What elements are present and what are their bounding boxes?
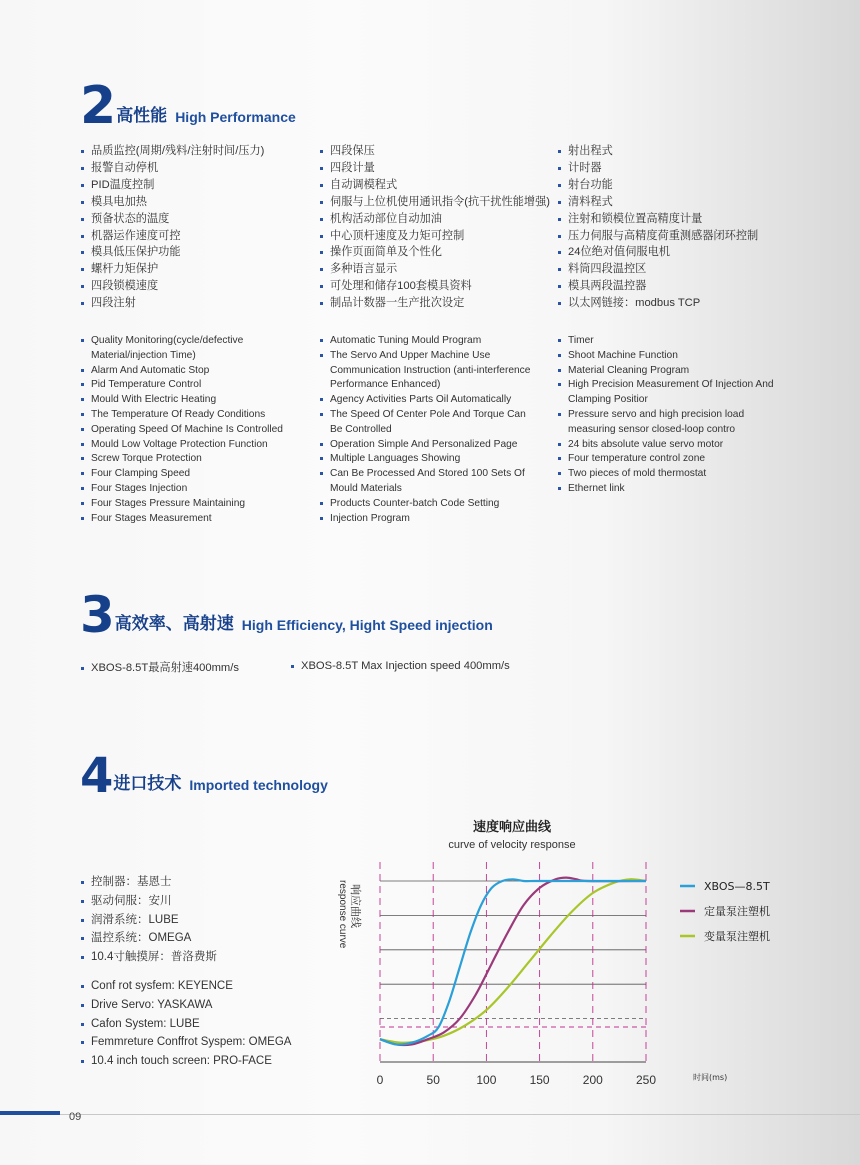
list-item: 多种语言显示 [319,261,559,278]
list-item: 24 bits absolute value servo motor [557,438,783,453]
chart-title: 速度响应曲线 [472,819,552,834]
list-item: High Precision Measurement Of Injection And Clamping Positior [557,378,783,408]
component-list-en [80,977,291,1071]
list-item: 模具电加热 [80,194,310,211]
list-item: Four temperature control zone [557,452,783,467]
page-number: 09 [69,1111,82,1123]
speed-list-cn [80,660,239,677]
section-title-en: Imported technology [189,777,328,793]
x-tick-label: 250 [635,1073,657,1087]
section-title-en: High Efficiency, Hight Speed injection [241,617,493,633]
list-item: 温控系统：OMEGA [80,929,217,948]
list-item: 螺杆力矩保护 [80,261,310,278]
list-item: Drive Servo: YASKAWA [80,996,291,1015]
section-2-heading [80,76,296,136]
list-item: XBOS-8.5T最高射速400mm/s [80,660,239,677]
section-number: 3 [80,586,113,644]
section-number: 2 [80,76,115,136]
list-item: 注射和锁模位置高精度计量 [557,211,797,228]
list-item: 报警自动停机 [80,160,310,177]
series-line [380,878,646,1045]
feature-list-en-col3 [557,334,783,497]
list-item: 润滑系统：LUBE [80,911,217,930]
list-item: Mould With Electric Heating [80,393,295,408]
y-axis-label-en: response curve [337,880,348,949]
section-3-heading [80,586,493,644]
list-item: The Temperature Of Ready Conditions [80,408,295,423]
list-item: 操作页面简单及个性化 [319,244,559,261]
section-number: 4 [80,748,112,804]
x-axis-ticks [377,1073,657,1087]
list-item: Cafon System: LUBE [80,1015,291,1034]
list-item: Agency Activities Parts Oil Automatically [319,393,541,408]
list-item: 自动调模程式 [319,177,559,194]
list-item: 模具两段温控器 [557,278,797,295]
list-item: 可处理和储存100套模具资料 [319,278,559,295]
list-item: Can Be Processed And Stored 100 Sets Of Mould Materials [319,467,541,497]
chart-subtitle: curve of velocity response [448,839,576,851]
list-item: Screw Torque Protection [80,452,295,467]
list-item: Alarm And Automatic Stop [80,364,295,379]
list-item: Mould Low Voltage Protection Function [80,438,295,453]
list-item: Four Stages Injection [80,482,295,497]
list-item: The Speed Of Center Pole And Torque Can Be Controlled [319,408,541,438]
list-item: Operation Simple And Personalized Page [319,438,541,453]
section-4-heading [80,748,328,804]
list-item: 品质监控(周期/残料/注射时间/压力) [80,143,310,160]
list-item: 机构活动部位自动加油 [319,211,559,228]
list-item: Conf rot sysfem: KEYENCE [80,977,291,996]
x-axis-label: 时间(ms) [693,1073,728,1082]
legend-label: 定量泵注塑机 [704,905,770,918]
list-item: Quality Monitoring(cycle/defective Material/injection Time) [80,334,295,364]
x-tick-label: 100 [476,1073,497,1087]
list-item: Two pieces of mold thermostat [557,467,783,482]
list-item: 24位绝对值伺服电机 [557,244,797,261]
list-item: 驱动伺服：安川 [80,892,217,911]
list-item: 四段锁模速度 [80,278,310,295]
list-item: 压力伺服与高精度荷重测感器闭环控制 [557,228,797,245]
section-title-cn: 高效率、高射速 [114,614,234,633]
list-item: Four Clamping Speed [80,467,295,482]
feature-list-en-col2 [319,334,541,526]
component-list-cn [80,873,217,967]
list-item: The Servo And Upper Machine Use Communication Instruction (anti-interference Performance Enhanced) [319,349,541,393]
list-item: 射出程式 [557,143,797,160]
list-item: XBOS-8.5T Max Injection speed 400mm/s [290,658,510,675]
list-item: 四段保压 [319,143,559,160]
legend-label: 变量泵注塑机 [704,930,770,943]
list-item: Shoot Machine Function [557,349,783,364]
list-item: 模具低压保护功能 [80,244,310,261]
x-tick-label: 150 [529,1073,550,1087]
feature-list-cn-col3 [557,143,797,312]
list-item: Products Counter-batch Code Setting [319,497,541,512]
legend-label: XBOS—8.5T [704,880,770,893]
list-item: Four Stages Measurement [80,512,295,527]
footer-divider [60,1114,860,1115]
feature-list-cn-col1 [80,143,310,312]
list-item: Femmreture Conffrot Syspem: OMEGA [80,1033,291,1052]
section-title-cn: 进口技术 [113,774,182,793]
chart-legend [680,880,770,943]
chart-grid [380,862,646,1062]
list-item: Ethernet link [557,482,783,497]
list-item: 10.4 inch touch screen: PRO-FACE [80,1052,291,1071]
list-item: 四段计量 [319,160,559,177]
feature-list-en-col1 [80,334,295,526]
section-title-cn: 高性能 [116,106,168,125]
section-title-en: High Performance [175,109,296,125]
list-item: Pressure servo and high precision load measuring sensor closed-loop contro [557,408,783,438]
list-item: 机器运作速度可控 [80,228,310,245]
list-item: PID温度控制 [80,177,310,194]
list-item: Four Stages Pressure Maintaining [80,497,295,512]
list-item: 射台功能 [557,177,797,194]
list-item: Operating Speed Of Machine Is Controlled [80,423,295,438]
feature-list-cn-col2 [319,143,559,312]
list-item: 中心顶杆速度及力矩可控制 [319,228,559,245]
list-item: 预备状态的温度 [80,211,310,228]
x-tick-label: 0 [376,1073,384,1087]
velocity-response-chart [320,810,790,1100]
list-item: Injection Program [319,512,541,527]
series-line [380,879,646,1044]
x-tick-label: 200 [582,1073,603,1087]
speed-list-en [290,658,510,675]
list-item: 以太网链接：modbus TCP [557,295,797,312]
footer-accent-bar [0,1111,60,1115]
list-item: 清料程式 [557,194,797,211]
list-item: Automatic Tuning Mould Program [319,334,541,349]
x-tick-label: 50 [426,1073,440,1087]
list-item: Timer [557,334,783,349]
list-item: Pid Temperature Control [80,378,295,393]
list-item: 控制器：基恩士 [80,873,217,892]
list-item: 料筒四段温控区 [557,261,797,278]
list-item: 四段注射 [80,295,310,312]
chart-plot [380,878,646,1045]
list-item: Multiple Languages Showing [319,452,541,467]
list-item: 10.4寸触摸屏：普洛费斯 [80,948,217,967]
y-axis-label-cn: 响应曲线 [349,884,362,928]
list-item: 伺服与上位机使用通讯指令(抗干扰性能增强) [319,194,559,211]
list-item: Material Cleaning Program [557,364,783,379]
list-item: 计时器 [557,160,797,177]
list-item: 制品计数器一生产批次设定 [319,295,559,312]
